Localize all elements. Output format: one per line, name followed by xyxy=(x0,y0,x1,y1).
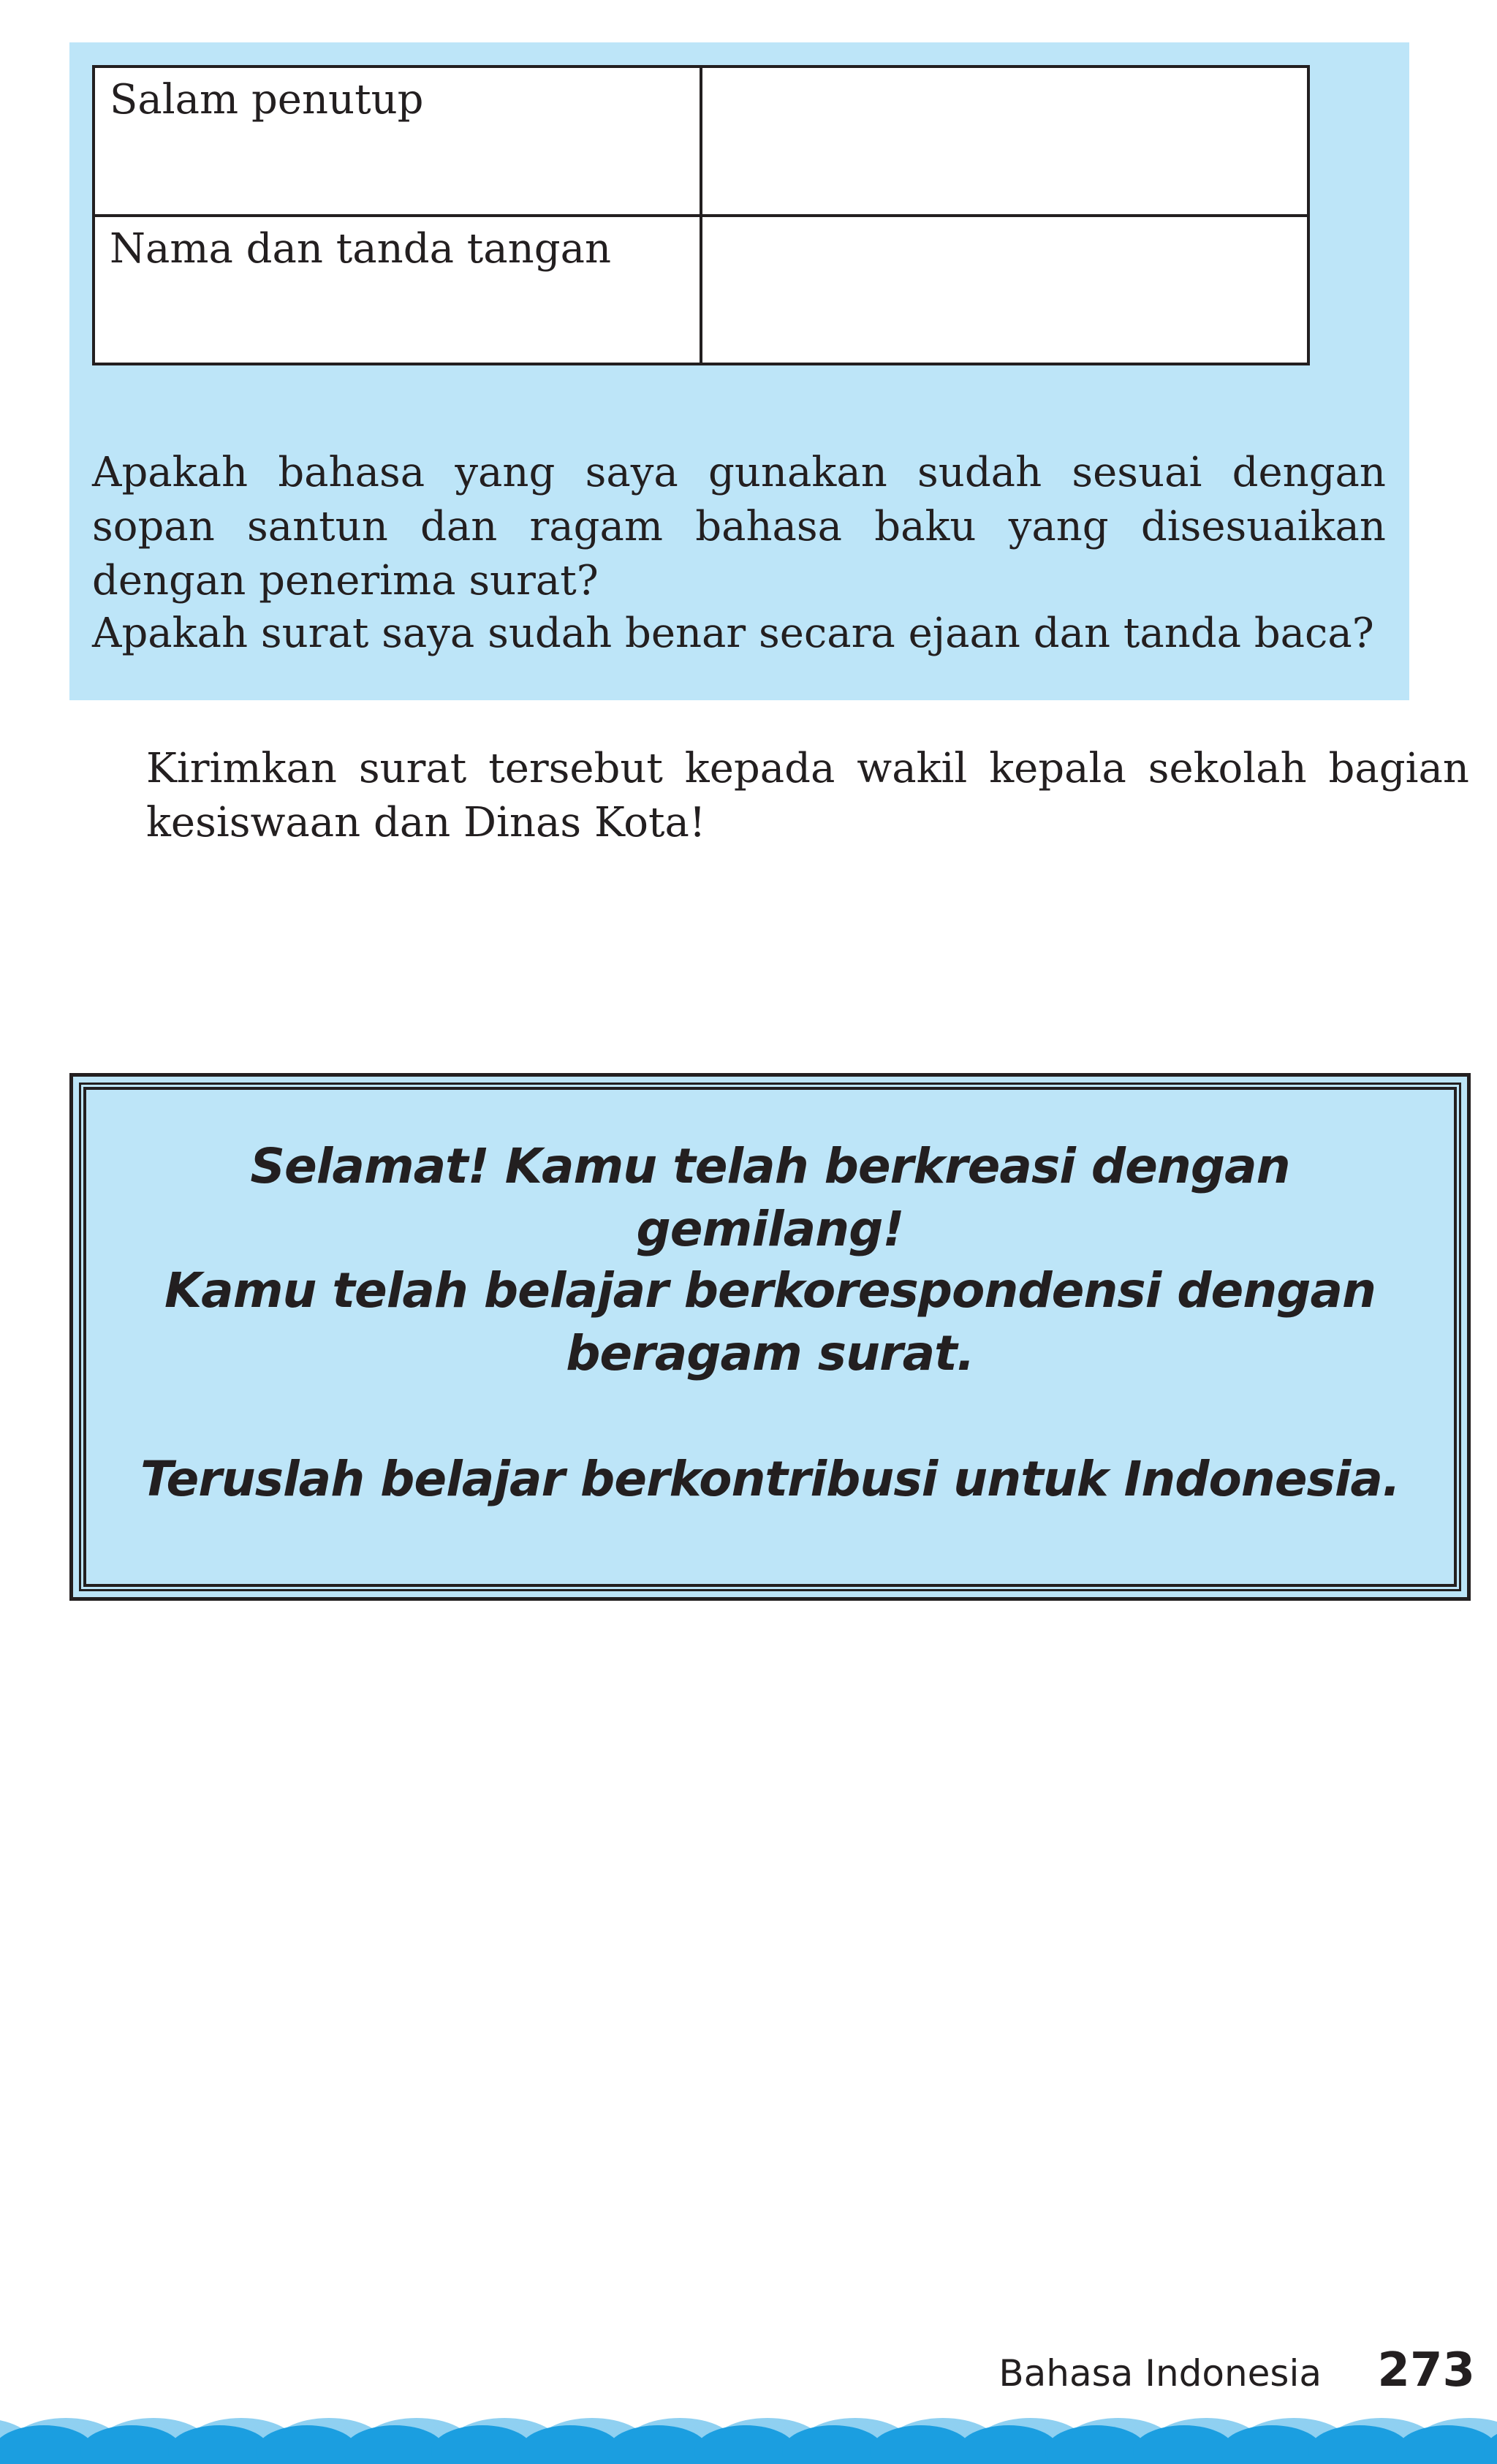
checklist-panel xyxy=(69,42,1409,700)
table-cell-label: Nama dan tanda tangan xyxy=(94,216,701,365)
wave-crests xyxy=(0,2418,1497,2464)
letter-parts-table xyxy=(92,65,1310,365)
send-letter-instruction: Kirimkan surat tersebut kepada wakil kepala sekolah bagian kesiswaan dan Dinas Kota! xyxy=(146,745,1469,846)
table-row xyxy=(94,67,1308,216)
table-cell-answer xyxy=(701,216,1308,365)
congrats-heading: Selamat! Kamu telah berkreasi dengan gemilang! xyxy=(250,1138,1290,1257)
footer-subject: Bahasa Indonesia xyxy=(998,2352,1322,2395)
page-number: 273 xyxy=(1377,2343,1475,2397)
table-row xyxy=(94,216,1308,365)
congratulations-box xyxy=(69,1073,1471,1601)
checklist-question-spelling: Apakah surat saya sudah benar secara ejaan dan tanda baca? xyxy=(92,610,1374,657)
congrats-message: Kamu telah belajar berkorespondensi dengan beragam surat. xyxy=(164,1262,1376,1381)
wave-decoration xyxy=(0,2409,1497,2464)
congrats-encouragement: Teruslah belajar berkontribusi untuk Indonesia. xyxy=(140,1451,1401,1507)
table-cell-label: Salam penutup xyxy=(94,67,701,216)
table-cell-answer xyxy=(701,67,1308,216)
checklist-question-language: Apakah bahasa yang saya gunakan sudah sesuai dengan sopan santun dan ragam bahasa baku yang disesuaikan dengan penerima surat? xyxy=(92,449,1386,604)
